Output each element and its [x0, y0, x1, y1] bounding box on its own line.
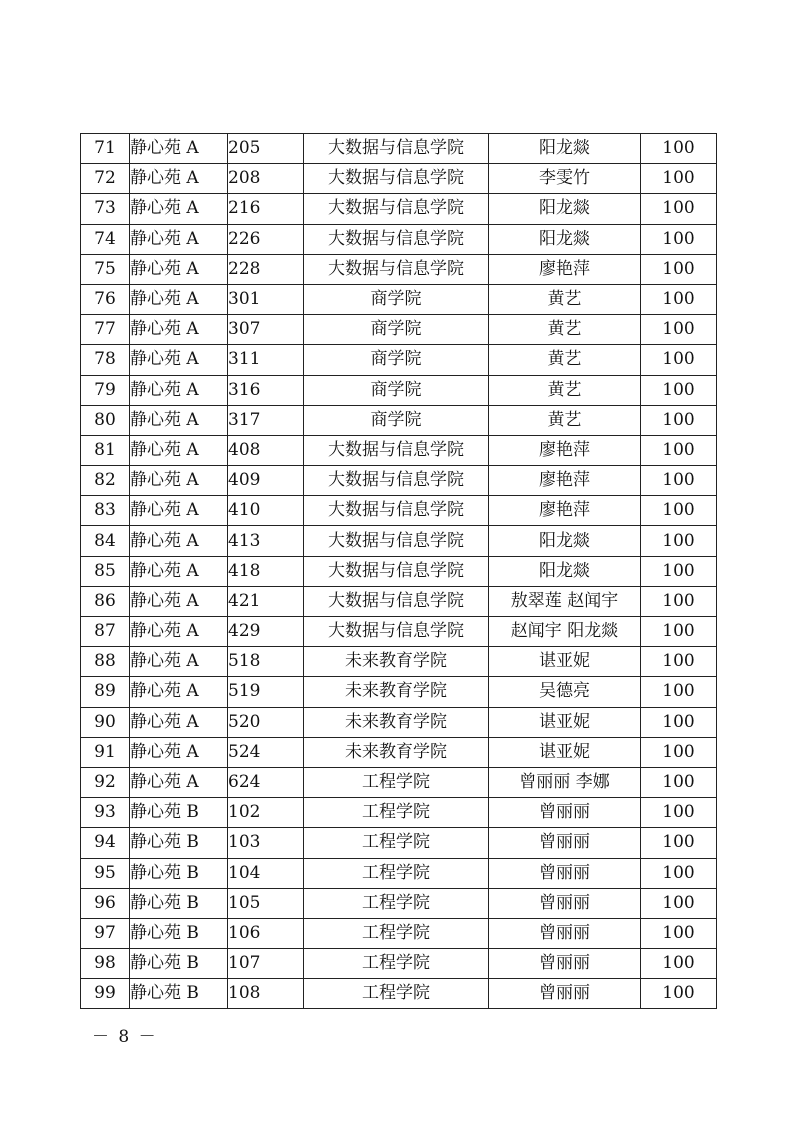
- cell-room: 226: [228, 224, 304, 254]
- cell-college: 工程学院: [304, 918, 489, 948]
- cell-number: 77: [81, 315, 130, 345]
- cell-person: 阳龙燚: [489, 556, 641, 586]
- cell-score: 100: [641, 405, 717, 435]
- cell-college: 商学院: [304, 345, 489, 375]
- cell-college: 大数据与信息学院: [304, 526, 489, 556]
- table-row: [81, 858, 717, 888]
- cell-building: 静心苑 B: [130, 888, 228, 918]
- table-row: [81, 315, 717, 345]
- cell-room: 518: [228, 647, 304, 677]
- cell-score: 100: [641, 254, 717, 284]
- cell-person: 敖翠莲 赵闻宇: [489, 586, 641, 616]
- cell-number: 95: [81, 858, 130, 888]
- cell-number: 86: [81, 586, 130, 616]
- cell-score: 100: [641, 828, 717, 858]
- cell-number: 82: [81, 466, 130, 496]
- table-row: [81, 918, 717, 948]
- cell-number: 75: [81, 254, 130, 284]
- cell-person: 曾丽丽: [489, 798, 641, 828]
- cell-person: 黄艺: [489, 315, 641, 345]
- cell-college: 工程学院: [304, 888, 489, 918]
- table-row: [81, 647, 717, 677]
- cell-room: 524: [228, 737, 304, 767]
- cell-room: 408: [228, 435, 304, 465]
- table-row: [81, 435, 717, 465]
- cell-number: 80: [81, 405, 130, 435]
- cell-person: 阳龙燚: [489, 526, 641, 556]
- cell-score: 100: [641, 586, 717, 616]
- cell-score: 100: [641, 617, 717, 647]
- cell-score: 100: [641, 375, 717, 405]
- cell-score: 100: [641, 918, 717, 948]
- cell-score: 100: [641, 798, 717, 828]
- cell-room: 105: [228, 888, 304, 918]
- cell-college: 商学院: [304, 375, 489, 405]
- cell-score: 100: [641, 345, 717, 375]
- cell-score: 100: [641, 194, 717, 224]
- cell-building: 静心苑 A: [130, 647, 228, 677]
- cell-building: 静心苑 A: [130, 526, 228, 556]
- table-row: [81, 496, 717, 526]
- cell-number: 74: [81, 224, 130, 254]
- cell-person: 曾丽丽: [489, 949, 641, 979]
- cell-score: 100: [641, 767, 717, 797]
- cell-college: 大数据与信息学院: [304, 435, 489, 465]
- table-row: [81, 888, 717, 918]
- table-body: [81, 134, 717, 1009]
- cell-college: 大数据与信息学院: [304, 586, 489, 616]
- table-row: [81, 345, 717, 375]
- cell-number: 85: [81, 556, 130, 586]
- cell-room: 520: [228, 707, 304, 737]
- cell-college: 大数据与信息学院: [304, 134, 489, 164]
- cell-college: 工程学院: [304, 828, 489, 858]
- table-row: [81, 375, 717, 405]
- cell-college: 商学院: [304, 315, 489, 345]
- cell-number: 98: [81, 949, 130, 979]
- cell-number: 73: [81, 194, 130, 224]
- cell-number: 71: [81, 134, 130, 164]
- cell-room: 106: [228, 918, 304, 948]
- cell-score: 100: [641, 224, 717, 254]
- table-row: [81, 586, 717, 616]
- cell-building: 静心苑 A: [130, 315, 228, 345]
- cell-building: 静心苑 A: [130, 254, 228, 284]
- cell-college: 工程学院: [304, 858, 489, 888]
- cell-building: 静心苑 A: [130, 435, 228, 465]
- cell-building: 静心苑 A: [130, 405, 228, 435]
- cell-room: 107: [228, 949, 304, 979]
- table-row: [81, 707, 717, 737]
- cell-score: 100: [641, 466, 717, 496]
- cell-room: 418: [228, 556, 304, 586]
- cell-room: 317: [228, 405, 304, 435]
- cell-building: 静心苑 B: [130, 979, 228, 1009]
- cell-number: 76: [81, 284, 130, 314]
- cell-college: 未来教育学院: [304, 707, 489, 737]
- cell-score: 100: [641, 979, 717, 1009]
- cell-score: 100: [641, 556, 717, 586]
- cell-room: 216: [228, 194, 304, 224]
- cell-number: 81: [81, 435, 130, 465]
- cell-room: 102: [228, 798, 304, 828]
- cell-number: 90: [81, 707, 130, 737]
- cell-room: 311: [228, 345, 304, 375]
- cell-college: 工程学院: [304, 767, 489, 797]
- cell-score: 100: [641, 134, 717, 164]
- table-row: [81, 949, 717, 979]
- cell-score: 100: [641, 949, 717, 979]
- cell-score: 100: [641, 858, 717, 888]
- table-row: [81, 556, 717, 586]
- cell-building: 静心苑 A: [130, 617, 228, 647]
- cell-person: 吴德亮: [489, 677, 641, 707]
- cell-person: 黄艺: [489, 345, 641, 375]
- cell-room: 208: [228, 164, 304, 194]
- cell-building: 静心苑 A: [130, 767, 228, 797]
- cell-building: 静心苑 B: [130, 949, 228, 979]
- cell-college: 大数据与信息学院: [304, 224, 489, 254]
- cell-college: 大数据与信息学院: [304, 164, 489, 194]
- cell-building: 静心苑 A: [130, 164, 228, 194]
- cell-college: 大数据与信息学院: [304, 496, 489, 526]
- cell-building: 静心苑 B: [130, 858, 228, 888]
- cell-number: 83: [81, 496, 130, 526]
- cell-room: 429: [228, 617, 304, 647]
- cell-college: 工程学院: [304, 979, 489, 1009]
- cell-building: 静心苑 A: [130, 677, 228, 707]
- cell-number: 78: [81, 345, 130, 375]
- table-row: [81, 134, 717, 164]
- cell-person: 谌亚妮: [489, 647, 641, 677]
- cell-score: 100: [641, 496, 717, 526]
- table-row: [81, 526, 717, 556]
- cell-person: 曾丽丽 李娜: [489, 767, 641, 797]
- cell-person: 阳龙燚: [489, 194, 641, 224]
- cell-number: 94: [81, 828, 130, 858]
- cell-college: 大数据与信息学院: [304, 194, 489, 224]
- cell-person: 谌亚妮: [489, 707, 641, 737]
- cell-building: 静心苑 A: [130, 466, 228, 496]
- cell-person: 曾丽丽: [489, 858, 641, 888]
- cell-person: 黄艺: [489, 405, 641, 435]
- cell-person: 谌亚妮: [489, 737, 641, 767]
- cell-room: 421: [228, 586, 304, 616]
- cell-person: 廖艳萍: [489, 466, 641, 496]
- cell-score: 100: [641, 737, 717, 767]
- cell-room: 228: [228, 254, 304, 284]
- cell-college: 大数据与信息学院: [304, 466, 489, 496]
- cell-building: 静心苑 A: [130, 375, 228, 405]
- cell-college: 大数据与信息学院: [304, 254, 489, 284]
- cell-building: 静心苑 A: [130, 556, 228, 586]
- cell-person: 曾丽丽: [489, 828, 641, 858]
- table-row: [81, 677, 717, 707]
- cell-number: 84: [81, 526, 130, 556]
- table-row: [81, 164, 717, 194]
- cell-college: 工程学院: [304, 949, 489, 979]
- cell-college: 未来教育学院: [304, 647, 489, 677]
- cell-person: 廖艳萍: [489, 496, 641, 526]
- cell-person: 阳龙燚: [489, 134, 641, 164]
- cell-room: 316: [228, 375, 304, 405]
- table-row: [81, 767, 717, 797]
- cell-building: 静心苑 B: [130, 828, 228, 858]
- cell-room: 519: [228, 677, 304, 707]
- cell-number: 87: [81, 617, 130, 647]
- cell-number: 72: [81, 164, 130, 194]
- dormitory-score-table: [80, 133, 717, 1009]
- table-row: [81, 828, 717, 858]
- cell-person: 廖艳萍: [489, 435, 641, 465]
- cell-building: 静心苑 A: [130, 496, 228, 526]
- cell-person: 曾丽丽: [489, 888, 641, 918]
- table-row: [81, 798, 717, 828]
- cell-number: 97: [81, 918, 130, 948]
- cell-person: 曾丽丽: [489, 918, 641, 948]
- cell-number: 99: [81, 979, 130, 1009]
- cell-score: 100: [641, 888, 717, 918]
- cell-building: 静心苑 A: [130, 737, 228, 767]
- cell-room: 205: [228, 134, 304, 164]
- cell-score: 100: [641, 647, 717, 677]
- cell-number: 79: [81, 375, 130, 405]
- cell-building: 静心苑 A: [130, 134, 228, 164]
- page-number: － 8 －: [92, 1027, 158, 1047]
- cell-person: 黄艺: [489, 375, 641, 405]
- cell-college: 工程学院: [304, 798, 489, 828]
- cell-building: 静心苑 A: [130, 194, 228, 224]
- cell-person: 李雯竹: [489, 164, 641, 194]
- cell-college: 商学院: [304, 405, 489, 435]
- cell-college: 大数据与信息学院: [304, 556, 489, 586]
- cell-score: 100: [641, 435, 717, 465]
- table-row: [81, 466, 717, 496]
- cell-building: 静心苑 A: [130, 586, 228, 616]
- cell-college: 大数据与信息学院: [304, 617, 489, 647]
- table-row: [81, 194, 717, 224]
- cell-college: 未来教育学院: [304, 737, 489, 767]
- cell-score: 100: [641, 707, 717, 737]
- table-row: [81, 254, 717, 284]
- cell-score: 100: [641, 284, 717, 314]
- table-row: [81, 737, 717, 767]
- cell-score: 100: [641, 164, 717, 194]
- table-row: [81, 617, 717, 647]
- cell-person: 廖艳萍: [489, 254, 641, 284]
- cell-room: 103: [228, 828, 304, 858]
- cell-person: 阳龙燚: [489, 224, 641, 254]
- cell-score: 100: [641, 315, 717, 345]
- cell-building: 静心苑 B: [130, 798, 228, 828]
- cell-room: 104: [228, 858, 304, 888]
- cell-college: 商学院: [304, 284, 489, 314]
- cell-room: 413: [228, 526, 304, 556]
- cell-number: 96: [81, 888, 130, 918]
- cell-room: 410: [228, 496, 304, 526]
- cell-room: 301: [228, 284, 304, 314]
- cell-building: 静心苑 A: [130, 345, 228, 375]
- cell-number: 93: [81, 798, 130, 828]
- cell-number: 92: [81, 767, 130, 797]
- cell-number: 88: [81, 647, 130, 677]
- cell-score: 100: [641, 677, 717, 707]
- cell-room: 108: [228, 979, 304, 1009]
- cell-number: 91: [81, 737, 130, 767]
- cell-score: 100: [641, 526, 717, 556]
- table-row: [81, 405, 717, 435]
- cell-building: 静心苑 B: [130, 918, 228, 948]
- cell-number: 89: [81, 677, 130, 707]
- cell-person: 曾丽丽: [489, 979, 641, 1009]
- cell-college: 未来教育学院: [304, 677, 489, 707]
- cell-building: 静心苑 A: [130, 707, 228, 737]
- cell-building: 静心苑 A: [130, 224, 228, 254]
- cell-person: 黄艺: [489, 284, 641, 314]
- cell-building: 静心苑 A: [130, 284, 228, 314]
- table-row: [81, 284, 717, 314]
- table-row: [81, 224, 717, 254]
- table-row: [81, 979, 717, 1009]
- cell-room: 307: [228, 315, 304, 345]
- cell-person: 赵闻宇 阳龙燚: [489, 617, 641, 647]
- cell-room: 624: [228, 767, 304, 797]
- cell-room: 409: [228, 466, 304, 496]
